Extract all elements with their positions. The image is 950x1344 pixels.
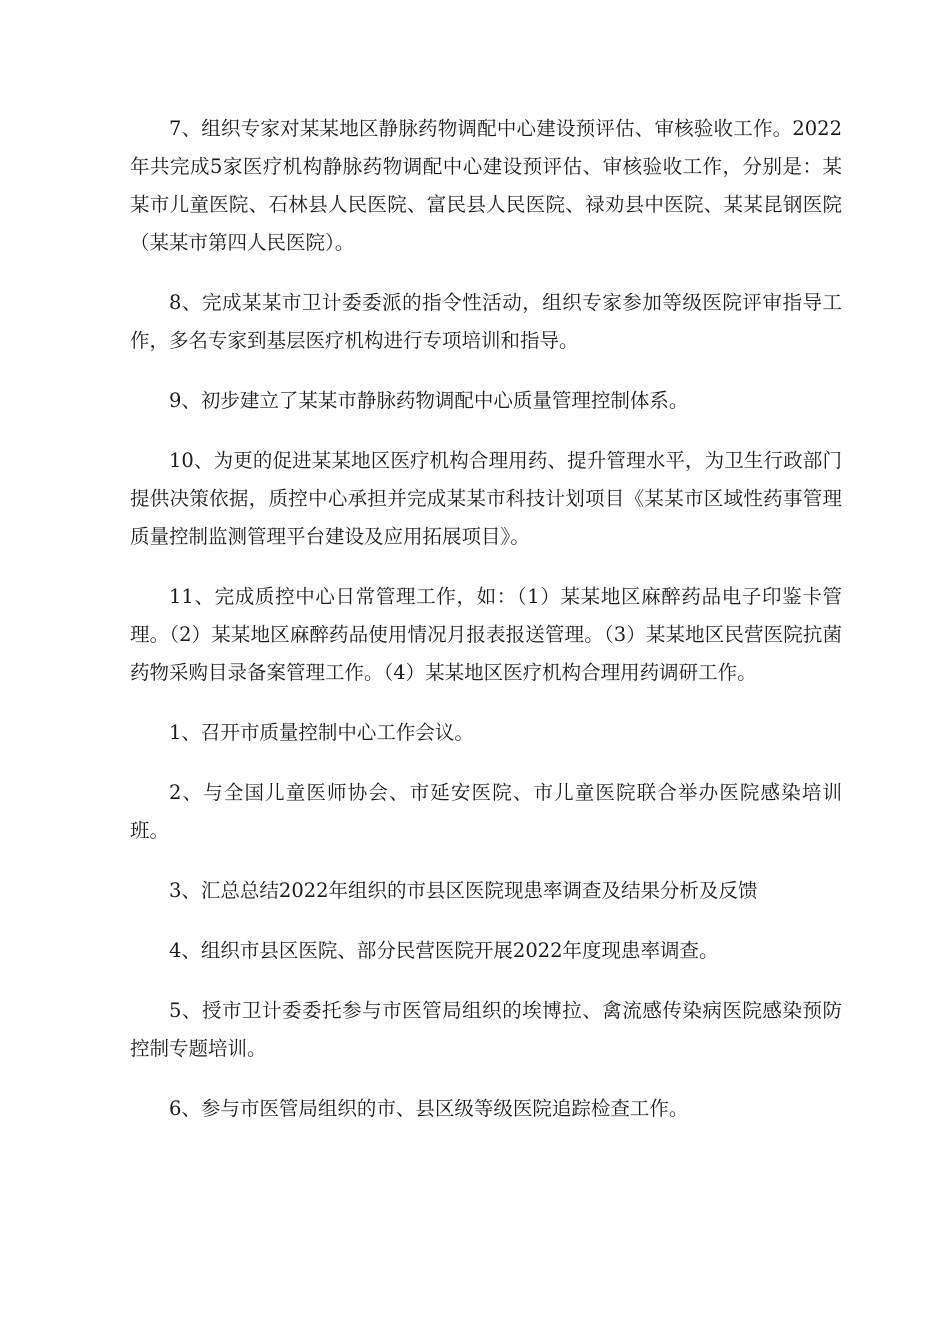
paragraph-item-3: 3、汇总总结2022年组织的市县区医院现患率调查及结果分析及反馈 [169,879,758,902]
paragraph-item-9: 9、初步建立了某某市静脉药物调配中心质量管理控制体系。 [169,389,689,412]
paragraph-item-11: 11、完成质控中心日常管理工作，如：（1）某某地区麻醉药品电子印鉴卡管理。（2）某某地区麻醉药品使用情况月报表报送管理。（3）某某地区民营医院抗菌药物采购目录备案管理工作。（4）某某地区医疗机构合理用药调研工作。 [130,585,842,684]
paragraph-item-7: 7、组织专家对某某地区静脉药物调配中心建设预评估、审核验收工作。2022年共完成5家医疗机构静脉药物调配中心建设预评估、审核验收工作，分别是：某某市儿童医院、石林县人民医院、富民县人民医院、禄劝县中医院、某某昆钢医院（某某市第四人民医院）。 [130,117,842,254]
paragraph-item-8: 8、完成某某市卫计委委派的指令性活动，组织专家参加等级医院评审指导工作，多名专家到基层医疗机构进行专项培训和指导。 [130,291,842,352]
paragraph-item-5: 5、授市卫计委委托参与市医管局组织的埃博拉、禽流感传染病医院感染预防控制专题培训。 [130,999,842,1060]
paragraph-item-1: 1、召开市质量控制中心工作会议。 [169,721,474,744]
paragraph-item-2: 2、与全国儿童医师协会、市延安医院、市儿童医院联合举办医院感染培训班。 [130,781,842,842]
paragraph-item-10: 10、为更的促进某某地区医疗机构合理用药、提升管理水平，为卫生行政部门提供决策依据，质控中心承担并完成某某市科技计划项目《某某市区域性药事管理质量控制监测管理平台建设及应用拓展项目》。 [130,449,842,548]
paragraph-item-4: 4、组织市县区医院、部分民营医院开展2022年度现患率调查。 [169,939,719,962]
document-body [130,110,842,1150]
paragraph-item-6: 6、参与市医管局组织的市、县区级等级医院追踪检查工作。 [169,1097,689,1120]
